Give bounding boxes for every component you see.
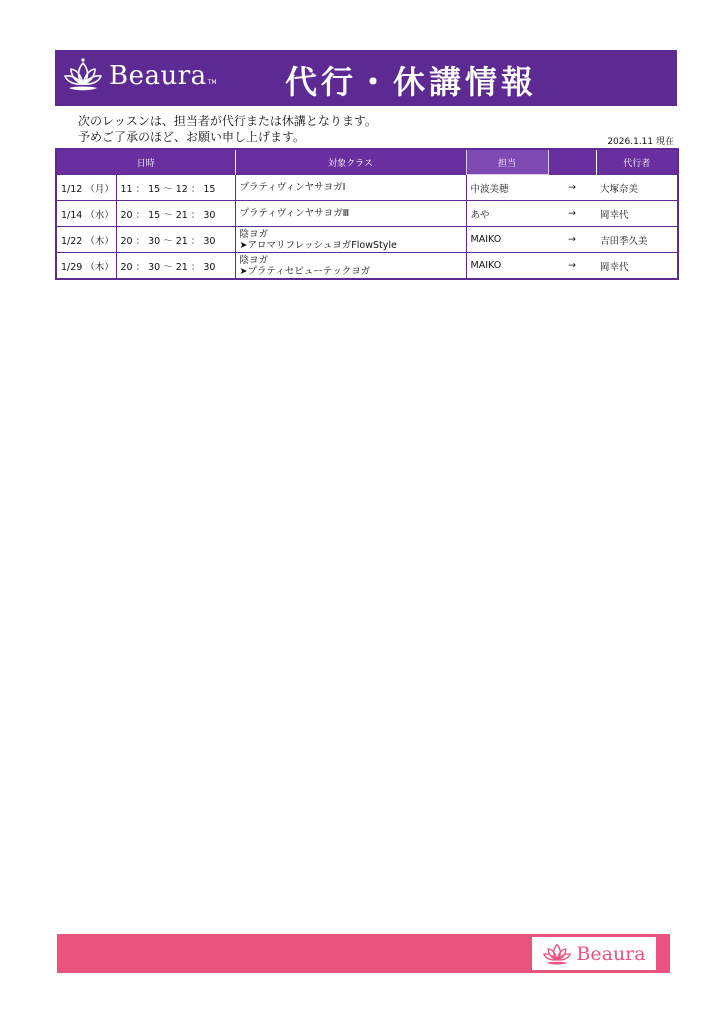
page-footer — [57, 934, 670, 973]
row-substitute: 岡幸代 — [596, 201, 678, 227]
table-row — [56, 175, 678, 201]
column-header-datetime: 日時 — [56, 149, 235, 175]
lesson-table — [55, 148, 679, 280]
row-time: 20 ： 15 〜 21 ： 30 — [116, 201, 235, 227]
as-of-date: 2026.1.11 現在 — [607, 137, 674, 147]
brand-name: Beaura — [109, 61, 207, 91]
right-arrow-icon: → — [548, 253, 596, 280]
row-class — [235, 201, 466, 227]
row-class-line1: プラティヴィンヤサヨガⅠ — [239, 182, 346, 193]
row-class — [235, 253, 466, 280]
row-class-line2: ➤アロマリフレッシュヨガFlowStyle — [239, 239, 397, 251]
row-teacher: MAIKO — [466, 227, 548, 253]
row-day: 1/22 （木） — [56, 227, 116, 253]
row-class-line1: プラティヴィンヤサヨガⅢ — [239, 208, 350, 219]
right-arrow-icon: → — [548, 201, 596, 227]
column-header-class: 対象クラス — [235, 149, 466, 175]
column-header-arrow — [548, 149, 596, 175]
right-arrow-icon: → — [548, 227, 596, 253]
table-row — [56, 253, 678, 280]
lotus-icon — [542, 940, 572, 968]
page-title: 代行・休講情報 — [285, 63, 538, 101]
trademark-mark: TM — [207, 78, 217, 86]
row-teacher: あや — [466, 201, 548, 227]
column-header-substitute: 代行者 — [596, 149, 678, 175]
row-teacher: 中波美穂 — [466, 175, 548, 201]
footer-brand-name: Beaura — [576, 942, 646, 965]
row-class-line1: 陰ヨガ — [239, 254, 269, 266]
row-time: 20 ： 30 〜 21 ： 30 — [116, 253, 235, 280]
row-substitute: 岡幸代 — [596, 253, 678, 280]
table-header-row — [56, 149, 678, 175]
column-header-teacher: 担当 — [466, 149, 548, 175]
notice-line-2: 予めご了承のほど、お願い申し上げます。 — [78, 130, 306, 144]
row-time: 11 ： 15 〜 12 ： 15 — [116, 175, 235, 201]
row-day: 1/29 （木） — [56, 253, 116, 280]
row-substitute: 大塚奈美 — [596, 175, 678, 201]
row-class-line1: 陰ヨガ — [239, 228, 269, 240]
footer-brand-logo — [532, 937, 656, 970]
page-header — [55, 50, 677, 106]
row-day: 1/14 （水） — [56, 201, 116, 227]
lotus-icon — [63, 57, 103, 95]
table-row — [56, 201, 678, 227]
row-class-line2: ➤プラティセピューテックヨガ — [239, 265, 371, 277]
row-time: 20 ： 30 〜 21 ： 30 — [116, 227, 235, 253]
right-arrow-icon: → — [548, 175, 596, 201]
brand-logo — [63, 57, 217, 95]
row-day: 1/12 （月） — [56, 175, 116, 201]
row-teacher: MAIKO — [466, 253, 548, 280]
row-substitute: 吉田季久美 — [596, 227, 678, 253]
notice-line-1: 次のレッスンは、担当者が代行または休講となります。 — [78, 114, 377, 128]
row-class — [235, 227, 466, 253]
row-class — [235, 175, 466, 201]
table-row — [56, 227, 678, 253]
